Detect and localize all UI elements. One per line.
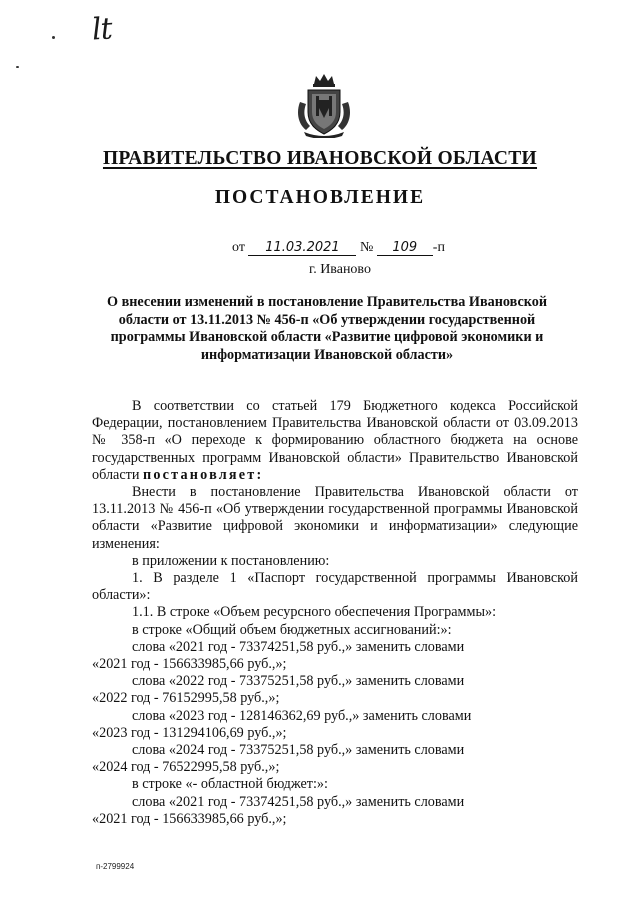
- replace-2023-line-1: слова «2023 год - 128146362,69 руб.,» заменить словами: [132, 707, 472, 724]
- paragraph-total-volume: в строке «Общий объем бюджетных ассигнований:»:: [132, 621, 452, 638]
- replace-2021-line-1: слова «2021 год - 73374251,58 руб.,» заменить словами: [132, 638, 465, 655]
- handwritten-date: 11.03.2021: [248, 241, 356, 256]
- city-line: г. Иваново: [309, 262, 371, 277]
- decree-word: постановляет:: [142, 466, 264, 483]
- replace-2021b-line-2: «2021 год - 156633985,66 руб.,»;: [92, 810, 287, 827]
- number-label: №: [359, 240, 374, 255]
- replace-2021-line-2: «2021 год - 156633985,66 руб.,»;: [92, 656, 287, 673]
- paragraph-preamble: [92, 398, 578, 484]
- coat-of-arms-emblem: [294, 72, 354, 138]
- document-body: [92, 398, 578, 828]
- resolution-heading: О внесении изменений в постановление Правительства Ивановской области от 13.11.2013 № 456-п «Об утверждении государственной программы Ивановской области «Развитие цифровой экономики и информатизации Ивановской области»: [107, 294, 547, 363]
- paragraph-item-1-1: 1.1. В строке «Объем ресурсного обеспечения Программы»:: [132, 604, 497, 621]
- number-suffix: -п: [432, 240, 445, 255]
- document-type-title: ПОСТАНОВЛЕНИЕ: [214, 187, 426, 208]
- paragraph-section-1: 1. В разделе 1 «Паспорт государственной программы Ивановской области»:: [92, 570, 578, 604]
- replace-2021b-line-1: слова «2021 год - 73374251,58 руб.,» заменить словами: [132, 793, 465, 810]
- date-from-label: от: [232, 240, 245, 255]
- date-number-line: [232, 240, 445, 256]
- handwritten-number: 109: [377, 241, 433, 256]
- document-code: п-2799924: [96, 862, 135, 871]
- handwritten-mark: lt: [90, 11, 113, 48]
- preamble-text: В соответствии со статьей 179 Бюджетного кодекса Российской Федерации, постановлением Правительства Ивановской области от 03.09.2013 № 358-п «О переходе к формированию областного бюджета на основе государственных программ Ивановской области» Правительство Ивановской области: [92, 398, 578, 483]
- replace-2024-line-2: «2024 год - 76522995,58 руб.,»;: [92, 759, 280, 776]
- ink-dot: [16, 66, 19, 68]
- replace-2023-line-2: «2023 год - 131294106,69 руб.,»;: [92, 724, 287, 741]
- replace-2022-line-1: слова «2022 год - 73375251,58 руб.,» заменить словами: [132, 673, 465, 690]
- ink-dot: [52, 36, 55, 39]
- government-title: ПРАВИТЕЛЬСТВО ИВАНОВСКОЙ ОБЛАСТИ: [102, 148, 538, 169]
- paragraph-appendix: в приложении к постановлению:: [132, 552, 330, 569]
- paragraph-amend: Внести в постановление Правительства Ивановской области от 13.11.2013 № 456-п «Об утверждении государственной программы Ивановской области «Развитие цифровой экономики и информатизации» следующие изменения:: [92, 484, 578, 552]
- paragraph-regional-budget: в строке «- областной бюджет:»:: [132, 776, 328, 793]
- replace-2022-line-2: «2022 год - 76152995,58 руб.,»;: [92, 690, 280, 707]
- replace-2024-line-1: слова «2024 год - 73375251,58 руб.,» заменить словами: [132, 742, 465, 759]
